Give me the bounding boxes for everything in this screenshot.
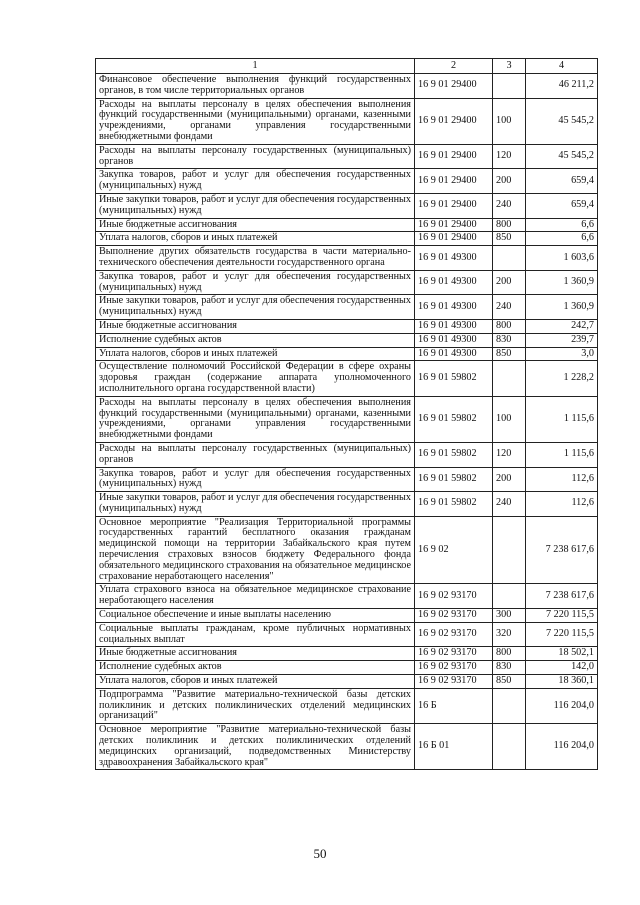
row-sum-cell: 242,7 bbox=[526, 319, 598, 333]
row-sum-cell: 112,6 bbox=[526, 467, 598, 492]
row-type-cell: 850 bbox=[493, 347, 526, 361]
row-name-cell: Расходы на выплаты персоналу в целях обеспечения выполнения функций государственными (муниципальными) органами, казенными учреждениями, органами управления государственными внебюджетными фондами bbox=[96, 396, 415, 442]
table-row bbox=[96, 74, 598, 99]
row-name-cell: Расходы на выплаты персоналу государственных (муниципальных) органов bbox=[96, 442, 415, 467]
row-sum-cell: 7 220 115,5 bbox=[526, 622, 598, 647]
table-row bbox=[96, 347, 598, 361]
row-type-cell bbox=[493, 361, 526, 396]
row-type-cell bbox=[493, 246, 526, 271]
row-name-cell: Основное мероприятие "Реализация Территориальной программы государственных гарантий бесплатного оказания гражданам медицинской помощи на территории Забайкальского края путем перечисления страховых взносов бюджету Федерального фонда обязательного медицинского страхования на обязательное медицинское страхование неработающего населения" bbox=[96, 516, 415, 584]
row-sum-cell: 7 220 115,5 bbox=[526, 609, 598, 623]
row-sum-cell: 1 360,9 bbox=[526, 270, 598, 295]
budget-table bbox=[95, 58, 598, 770]
row-type-cell bbox=[493, 688, 526, 723]
row-name-cell: Исполнение судебных актов bbox=[96, 333, 415, 347]
row-type-cell: 120 bbox=[493, 442, 526, 467]
table-row bbox=[96, 442, 598, 467]
table-row bbox=[96, 232, 598, 246]
header-col-4: 4 bbox=[526, 59, 598, 74]
table-row bbox=[96, 492, 598, 517]
table-row bbox=[96, 675, 598, 689]
table-row bbox=[96, 584, 598, 609]
table-row bbox=[96, 396, 598, 442]
row-type-cell: 850 bbox=[493, 232, 526, 246]
row-code-cell: 16 9 01 59802 bbox=[415, 492, 493, 517]
row-type-cell: 240 bbox=[493, 492, 526, 517]
table-row bbox=[96, 144, 598, 169]
table-row bbox=[96, 218, 598, 232]
row-code-cell: 16 9 01 49300 bbox=[415, 295, 493, 320]
row-type-cell: 240 bbox=[493, 295, 526, 320]
row-code-cell: 16 9 01 49300 bbox=[415, 246, 493, 271]
header-col-3: 3 bbox=[493, 59, 526, 74]
row-name-cell: Исполнение судебных актов bbox=[96, 661, 415, 675]
row-code-cell: 16 9 02 93170 bbox=[415, 675, 493, 689]
row-code-cell: 16 9 01 29400 bbox=[415, 74, 493, 99]
row-type-cell: 800 bbox=[493, 218, 526, 232]
row-name-cell: Иные бюджетные ассигнования bbox=[96, 647, 415, 661]
table-row bbox=[96, 361, 598, 396]
row-type-cell: 120 bbox=[493, 144, 526, 169]
row-code-cell: 16 9 01 29400 bbox=[415, 144, 493, 169]
row-code-cell: 16 9 01 49300 bbox=[415, 347, 493, 361]
row-sum-cell: 3,0 bbox=[526, 347, 598, 361]
table-row bbox=[96, 333, 598, 347]
row-type-cell: 830 bbox=[493, 333, 526, 347]
page-number: 50 bbox=[313, 846, 327, 861]
row-sum-cell: 659,4 bbox=[526, 193, 598, 218]
row-type-cell: 200 bbox=[493, 467, 526, 492]
row-type-cell: 320 bbox=[493, 622, 526, 647]
row-name-cell: Уплата налогов, сборов и иных платежей bbox=[96, 675, 415, 689]
row-name-cell: Уплата налогов, сборов и иных платежей bbox=[96, 347, 415, 361]
row-type-cell: 200 bbox=[493, 169, 526, 194]
row-name-cell: Основное мероприятие "Развитие материально-технической базы детских поликлиник и детских поликлинических отделений медицинских организаций, подведомственных Министерству здравоохранения Забайкальского края" bbox=[96, 724, 415, 770]
row-sum-cell: 1 603,6 bbox=[526, 246, 598, 271]
row-sum-cell: 659,4 bbox=[526, 169, 598, 194]
row-code-cell: 16 Б 01 bbox=[415, 724, 493, 770]
row-name-cell: Подпрограмма "Развитие материально-технической базы детских поликлиник и детских поликлинических отделений медицинских организаций" bbox=[96, 688, 415, 723]
row-name-cell: Иные закупки товаров, работ и услуг для обеспечения государственных (муниципальных) нужд bbox=[96, 193, 415, 218]
row-name-cell: Финансовое обеспечение выполнения функций государственных органов, в том числе территориальных органов bbox=[96, 74, 415, 99]
header-col-2: 2 bbox=[415, 59, 493, 74]
row-sum-cell: 18 502,1 bbox=[526, 647, 598, 661]
table-row bbox=[96, 622, 598, 647]
row-sum-cell: 116 204,0 bbox=[526, 724, 598, 770]
row-code-cell: 16 9 01 59802 bbox=[415, 442, 493, 467]
row-sum-cell: 116 204,0 bbox=[526, 688, 598, 723]
row-sum-cell: 112,6 bbox=[526, 492, 598, 517]
row-name-cell: Закупка товаров, работ и услуг для обеспечения государственных (муниципальных) нужд bbox=[96, 270, 415, 295]
row-name-cell: Социальные выплаты гражданам, кроме публичных нормативных социальных выплат bbox=[96, 622, 415, 647]
row-name-cell: Иные закупки товаров, работ и услуг для обеспечения государственных (муниципальных) нужд bbox=[96, 295, 415, 320]
table-row bbox=[96, 467, 598, 492]
row-name-cell: Закупка товаров, работ и услуг для обеспечения государственных (муниципальных) нужд bbox=[96, 169, 415, 194]
row-sum-cell: 6,6 bbox=[526, 232, 598, 246]
row-type-cell: 850 bbox=[493, 675, 526, 689]
table-row bbox=[96, 319, 598, 333]
row-sum-cell: 239,7 bbox=[526, 333, 598, 347]
row-code-cell: 16 9 01 29400 bbox=[415, 218, 493, 232]
row-type-cell bbox=[493, 74, 526, 99]
table-header bbox=[96, 59, 598, 74]
row-sum-cell: 6,6 bbox=[526, 218, 598, 232]
row-type-cell: 100 bbox=[493, 396, 526, 442]
row-code-cell: 16 9 02 93170 bbox=[415, 661, 493, 675]
row-name-cell: Социальное обеспечение и иные выплаты населению bbox=[96, 609, 415, 623]
row-code-cell: 16 Б bbox=[415, 688, 493, 723]
row-sum-cell: 45 545,2 bbox=[526, 144, 598, 169]
row-type-cell: 830 bbox=[493, 661, 526, 675]
row-sum-cell: 7 238 617,6 bbox=[526, 516, 598, 584]
row-sum-cell: 7 238 617,6 bbox=[526, 584, 598, 609]
table-row bbox=[96, 647, 598, 661]
row-type-cell bbox=[493, 724, 526, 770]
row-code-cell: 16 9 01 49300 bbox=[415, 270, 493, 295]
row-sum-cell: 46 211,2 bbox=[526, 74, 598, 99]
row-name-cell: Иные закупки товаров, работ и услуг для обеспечения государственных (муниципальных) нужд bbox=[96, 492, 415, 517]
table-row bbox=[96, 98, 598, 144]
row-sum-cell: 18 360,1 bbox=[526, 675, 598, 689]
row-sum-cell: 1 115,6 bbox=[526, 396, 598, 442]
row-type-cell: 100 bbox=[493, 98, 526, 144]
row-sum-cell: 1 115,6 bbox=[526, 442, 598, 467]
table-row bbox=[96, 688, 598, 723]
row-code-cell: 16 9 01 59802 bbox=[415, 467, 493, 492]
row-sum-cell: 45 545,2 bbox=[526, 98, 598, 144]
row-code-cell: 16 9 01 29400 bbox=[415, 232, 493, 246]
row-type-cell: 200 bbox=[493, 270, 526, 295]
row-code-cell: 16 9 01 29400 bbox=[415, 169, 493, 194]
row-name-cell: Расходы на выплаты персоналу в целях обеспечения выполнения функций государственными (муниципальными) органами, казенными учреждениями, органами управления государственными внебюджетными фондами bbox=[96, 98, 415, 144]
header-row bbox=[96, 59, 598, 74]
row-sum-cell: 1 228,2 bbox=[526, 361, 598, 396]
row-type-cell: 300 bbox=[493, 609, 526, 623]
row-sum-cell: 1 360,9 bbox=[526, 295, 598, 320]
row-name-cell: Закупка товаров, работ и услуг для обеспечения государственных (муниципальных) нужд bbox=[96, 467, 415, 492]
table-row bbox=[96, 169, 598, 194]
row-type-cell bbox=[493, 516, 526, 584]
row-name-cell: Выполнение других обязательств государства в части материально-технического обеспечения деятельности государственного органа bbox=[96, 246, 415, 271]
row-name-cell: Осуществление полномочий Российской Федерации в сфере охраны здоровья граждан (содержание аппарата уполномоченного исполнительного органа государственной власти) bbox=[96, 361, 415, 396]
row-name-cell: Иные бюджетные ассигнования bbox=[96, 218, 415, 232]
row-name-cell: Иные бюджетные ассигнования bbox=[96, 319, 415, 333]
table-row bbox=[96, 193, 598, 218]
row-code-cell: 16 9 01 29400 bbox=[415, 193, 493, 218]
row-code-cell: 16 9 02 93170 bbox=[415, 622, 493, 647]
table-row bbox=[96, 295, 598, 320]
row-type-cell bbox=[493, 584, 526, 609]
row-code-cell: 16 9 01 49300 bbox=[415, 333, 493, 347]
table-row bbox=[96, 661, 598, 675]
table-row bbox=[96, 609, 598, 623]
row-type-cell: 800 bbox=[493, 319, 526, 333]
row-type-cell: 800 bbox=[493, 647, 526, 661]
row-code-cell: 16 9 01 49300 bbox=[415, 319, 493, 333]
row-name-cell: Уплата страхового взноса на обязательное медицинское страхование неработающего населения bbox=[96, 584, 415, 609]
row-type-cell: 240 bbox=[493, 193, 526, 218]
row-code-cell: 16 9 02 93170 bbox=[415, 647, 493, 661]
row-sum-cell: 142,0 bbox=[526, 661, 598, 675]
row-code-cell: 16 9 01 59802 bbox=[415, 396, 493, 442]
table-row bbox=[96, 246, 598, 271]
row-code-cell: 16 9 01 29400 bbox=[415, 98, 493, 144]
table-body bbox=[96, 74, 598, 770]
table-row bbox=[96, 516, 598, 584]
row-code-cell: 16 9 01 59802 bbox=[415, 361, 493, 396]
row-code-cell: 16 9 02 93170 bbox=[415, 609, 493, 623]
row-code-cell: 16 9 02 bbox=[415, 516, 493, 584]
header-col-1: 1 bbox=[96, 59, 415, 74]
table-row bbox=[96, 270, 598, 295]
row-name-cell: Уплата налогов, сборов и иных платежей bbox=[96, 232, 415, 246]
row-code-cell: 16 9 02 93170 bbox=[415, 584, 493, 609]
row-name-cell: Расходы на выплаты персоналу государственных (муниципальных) органов bbox=[96, 144, 415, 169]
table-row bbox=[96, 724, 598, 770]
